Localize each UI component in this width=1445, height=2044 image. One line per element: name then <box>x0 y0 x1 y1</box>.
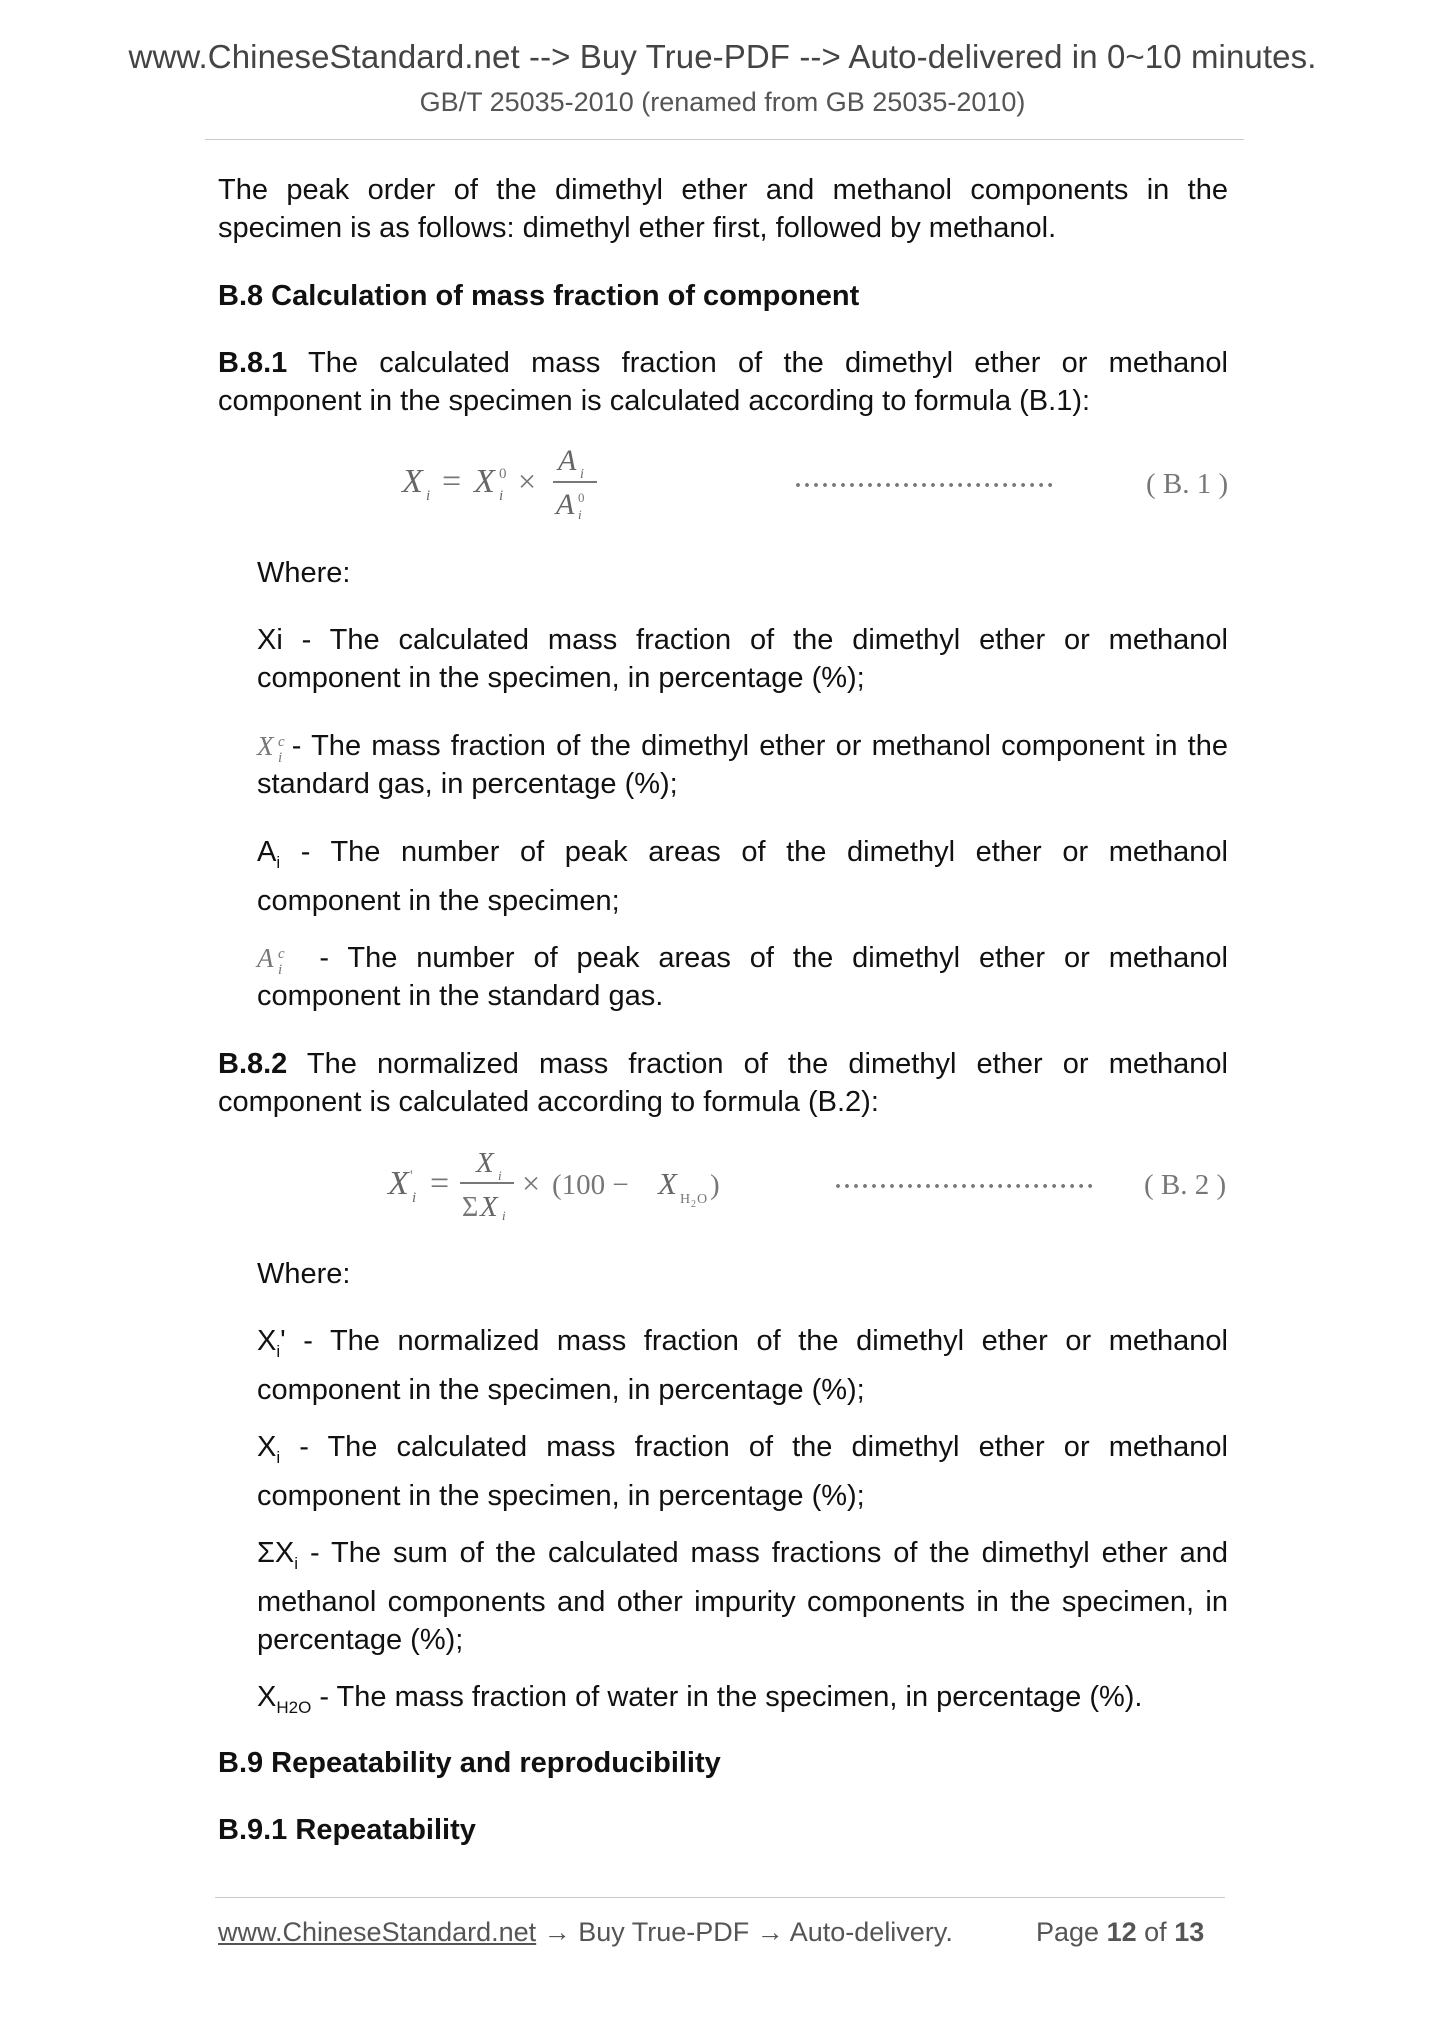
header-title: www.ChineseStandard.net --> Buy True-PDF --> Auto-delivered in 0~10 minutes. <box>128 38 1317 75</box>
formula-b1-leader: ····························· <box>794 473 1056 499</box>
symbol-xic: X c i <box>257 731 285 766</box>
svg-text:X: X <box>474 463 495 500</box>
paragraph-b81 <box>218 344 1228 420</box>
formula-b1 <box>390 440 1250 520</box>
section-heading-b8: B.8 Calculation of mass fraction of component <box>218 280 860 312</box>
svg-text:0: 0 <box>499 466 507 482</box>
svg-text:(100 −: (100 − <box>552 1169 629 1201</box>
paragraph-b82 <box>218 1045 1228 1121</box>
formula-b1-label: ( B. 1 ) <box>1146 468 1229 500</box>
footer-tagline: → Buy True-PDF → Auto-delivery. <box>536 1917 953 1947</box>
svg-text:i: i <box>412 1190 417 1206</box>
footer-divider <box>215 1897 1225 1898</box>
clause-number-b82: B.8.2 <box>218 1048 288 1080</box>
svg-text:i: i <box>578 507 582 520</box>
footer-site-link[interactable]: www.ChineseStandard.net <box>218 1917 537 1947</box>
svg-text:X: X <box>658 1166 677 1201</box>
svg-text:Σ: Σ <box>462 1192 479 1220</box>
clause-text-b81: The calculated mass fraction of the dimethyl ether or methanol component in the specimen is calculated according to formula (B.1): <box>218 347 1228 417</box>
svg-text:×: × <box>522 1165 541 1201</box>
svg-text:i: i <box>426 488 431 504</box>
symbol-aic: A c i <box>257 943 285 978</box>
formula-b2-leader: ····························· <box>834 1174 1096 1200</box>
svg-text:i: i <box>498 1168 502 1183</box>
where-label-b82: Where: <box>257 1258 351 1290</box>
svg-text:0: 0 <box>578 490 585 505</box>
footer-left <box>218 1917 953 1948</box>
svg-text:X: X <box>476 1147 494 1179</box>
where-label-b81: Where: <box>257 557 351 589</box>
svg-text:A: A <box>558 444 577 477</box>
formula-b2 <box>380 1140 1250 1220</box>
footer-page-number: Page 12 of 13 <box>1036 1917 1205 1947</box>
svg-text:X: X <box>402 463 423 500</box>
intro-paragraph: The peak order of the dimethyl ether and methanol components in the specimen is as follows: dimethyl ether first, followed by methanol. <box>218 174 1228 244</box>
clause-text-b82: The normalized mass fraction of the dimethyl ether or methanol component is calculated according to formula (B.2): <box>218 1048 1228 1118</box>
def-x-water: $X_{H2O}$ - The mass fraction of water in the specimen, in percentage (%). <box>257 1681 1143 1717</box>
svg-text:=: = <box>430 1165 450 1202</box>
def-sum-xi: $\Sigma X_i$ - The sum of the calculated mass fractions of the dimethyl ether and methanol components and other impurity components in the specimen, in percentage (%); <box>257 1537 1228 1656</box>
section-heading-b91: B.9.1 Repeatability <box>218 1814 476 1846</box>
svg-text:H: H <box>680 1192 691 1207</box>
section-heading-b9: B.9 Repeatability and reproducibility <box>218 1747 721 1779</box>
svg-text:i: i <box>580 467 584 482</box>
def-ai: $A_i$ - The number of peak areas of the dimethyl ether or methanol component in the specimen; <box>257 836 1228 917</box>
svg-text:): ) <box>710 1169 720 1201</box>
svg-text:2: 2 <box>691 1199 696 1210</box>
def-xi: Xi - The calculated mass fraction of the dimethyl ether or methanol component in the specimen, in percentage (%); <box>257 624 1228 694</box>
svg-text:O: O <box>697 1192 708 1207</box>
def-xi-normalized: $X_i'$ - The normalized mass fraction of the dimethyl ether or methanol component in the specimen, in percentage (%); <box>257 1325 1228 1406</box>
svg-text:=: = <box>442 463 462 500</box>
header-subtitle: GB/T 25035-2010 (renamed from GB 25035-2010) <box>419 87 1026 117</box>
svg-text:i: i <box>499 488 504 504</box>
def-xi-standard: X c i - The mass fraction of the dimethyl ether or methanol component in the standard gas, in percentage (%); <box>257 727 1228 803</box>
svg-text:X: X <box>388 1165 409 1202</box>
svg-text:X: X <box>480 1191 498 1220</box>
def-ai-standard: A c i - The number of peak areas of the dimethyl ether or methanol component in the standard gas. <box>257 939 1228 1015</box>
svg-text:A: A <box>556 488 575 520</box>
formula-b2-label: ( B. 2 ) <box>1144 1169 1227 1201</box>
def-xi-calculated: $X_i$ - The calculated mass fraction of the dimethyl ether or methanol component in the specimen, in percentage (%); <box>257 1431 1228 1512</box>
svg-text:': ' <box>410 1168 413 1184</box>
svg-text:×: × <box>518 463 537 499</box>
clause-number-b81: B.8.1 <box>218 347 288 379</box>
svg-text:i: i <box>502 1208 506 1220</box>
header-divider <box>205 139 1244 140</box>
